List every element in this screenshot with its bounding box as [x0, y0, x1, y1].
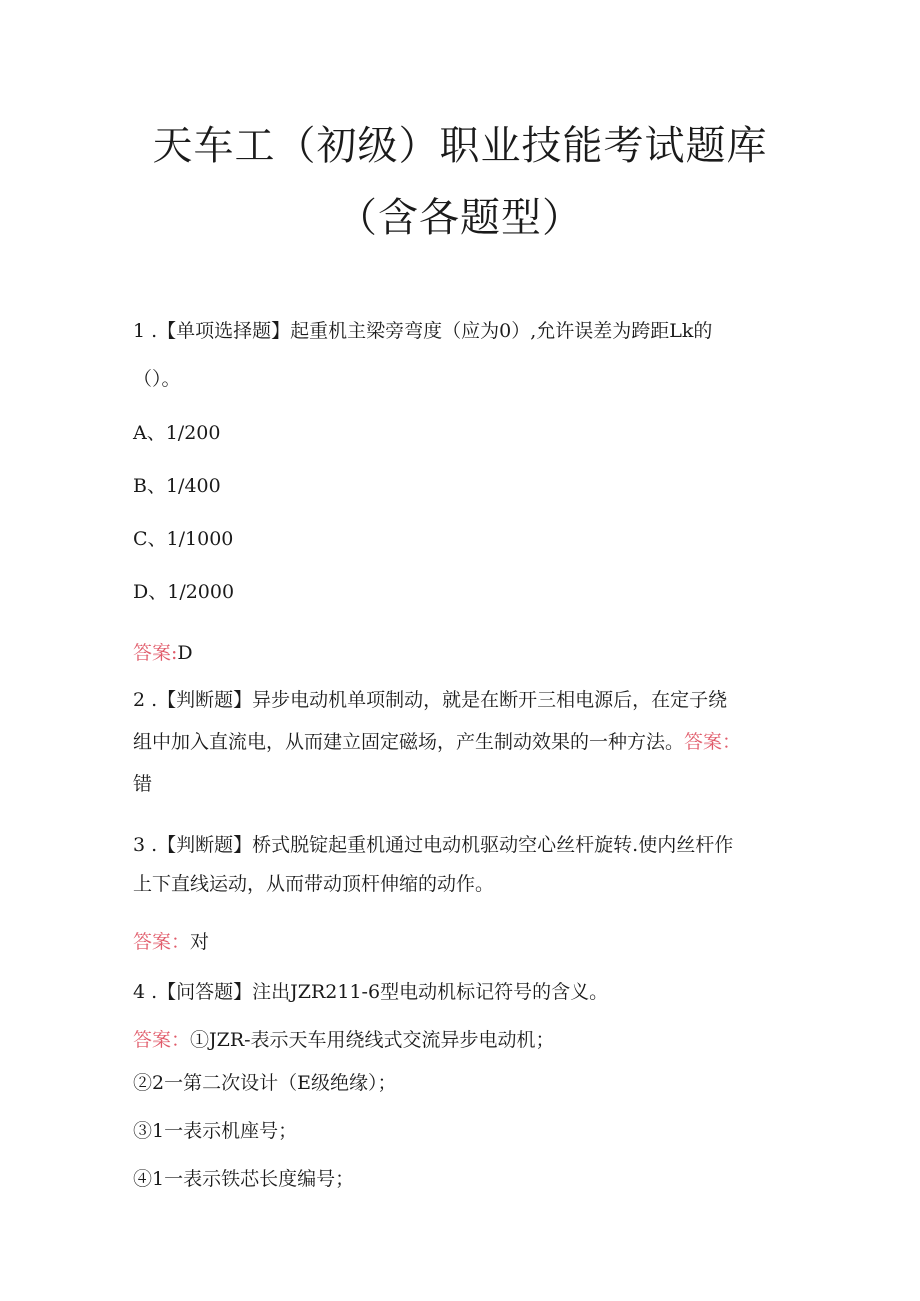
q1-option-c: C、1/1000 [133, 528, 234, 550]
q1-option-d: D、1/2000 [133, 581, 235, 603]
q4-answer-line4: ④1一表示铁芯长度编号； [133, 1168, 355, 1190]
q3-stem-line1: 3 .【判断题】桥式脱锭起重机通过电动机驱动空心丝杆旋转.使内丝杆作 [133, 834, 734, 856]
q2-stem-line1: 2 .【判断题】异步电动机单项制动，就是在断开三相电源后，在定子绕 [133, 689, 728, 711]
q2-answer-label: 答案： [684, 731, 742, 753]
q1-answer-value: D [177, 642, 193, 664]
q4-answer-line3: ③1一表示机座号； [133, 1120, 298, 1142]
q1-option-b: B、1/400 [133, 475, 221, 497]
q4-answer-text-1: ①JZR-表示天车用绕线式交流异步电动机； [190, 1029, 555, 1051]
document-title-line1: 天车工（初级）职业技能考试题库 [152, 123, 768, 169]
q3-answer-label: 答案： [133, 931, 191, 953]
q1-answer [133, 640, 193, 666]
q3-stem-line2: 上下直线运动，从而带动顶杆伸缩的动作。 [133, 873, 495, 895]
q3-answer-value: 对 [190, 931, 210, 953]
q3-answer [133, 929, 209, 955]
q4-answer-label: 答案： [133, 1029, 191, 1051]
q1-answer-label: 答案: [133, 642, 178, 664]
q1-stem-line2: （）。 [133, 368, 181, 390]
q1-option-a: A、1/200 [133, 422, 221, 444]
q2-stem-line2 [133, 729, 741, 755]
q1-stem-line1: 1 .【单项选择题】起重机主梁旁弯度（应为0）,允许误差为跨距Lk的 [133, 320, 713, 342]
q2-stem-line2-text: 组中加入直流电，从而建立固定磁场，产生制动效果的一种方法。 [133, 731, 685, 753]
document-title-line2: （含各题型） [337, 195, 583, 241]
q4-answer-line2: ②2一第二次设计（E级绝缘）； [133, 1072, 397, 1094]
q2-answer-value: 错 [133, 773, 153, 795]
q4-answer-line1 [133, 1027, 555, 1053]
q4-stem: 4 .【问答题】注出JZR211-6型电动机标记符号的含义。 [133, 981, 609, 1003]
